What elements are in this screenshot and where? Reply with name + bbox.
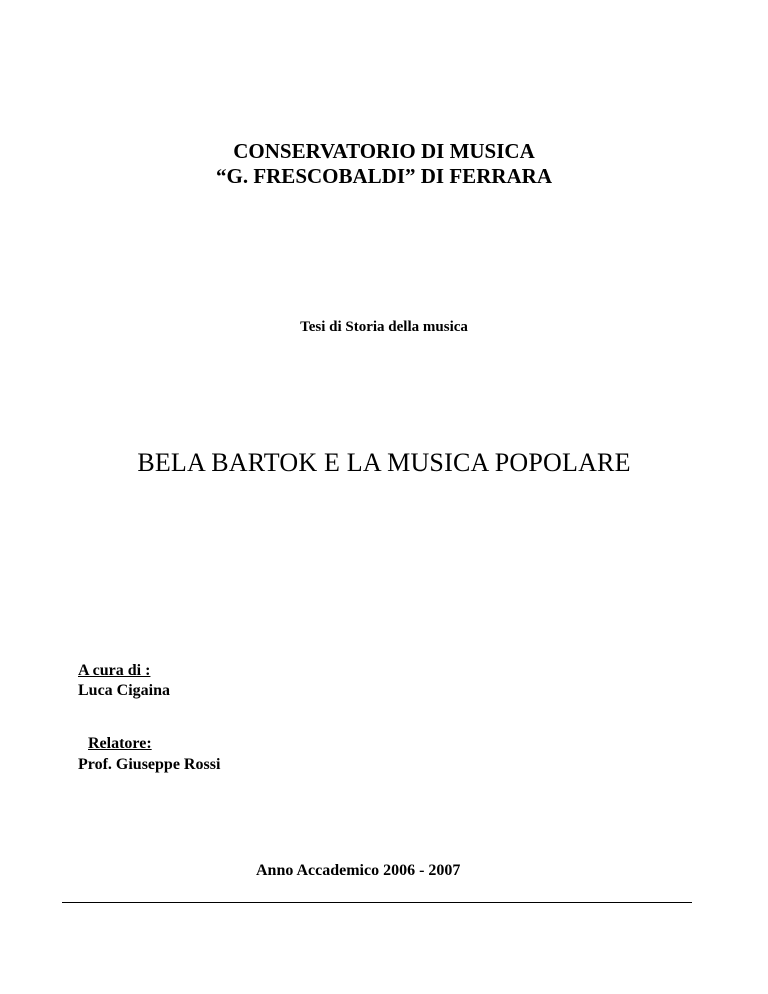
- advisor-name: Prof. Giuseppe Rossi: [78, 756, 221, 773]
- institution-name-line2: “G. FRESCOBALDI” DI FERRARA: [215, 164, 553, 188]
- advisor-block: [78, 734, 220, 774]
- author-label: A cura di :: [78, 662, 151, 679]
- academic-year: Anno Accademico 2006 - 2007: [256, 862, 461, 879]
- thesis-type: Tesi di Storia della musica: [300, 319, 468, 335]
- author-block: [78, 661, 170, 700]
- thesis-title: BELA BARTOK E LA MUSICA POPOLARE: [137, 448, 631, 477]
- author-name: Luca Cigaina: [78, 682, 171, 699]
- institution-name-line1: CONSERVATORIO DI MUSICA: [233, 139, 535, 163]
- advisor-label: Relatore:: [88, 735, 152, 752]
- bottom-divider: [62, 902, 692, 903]
